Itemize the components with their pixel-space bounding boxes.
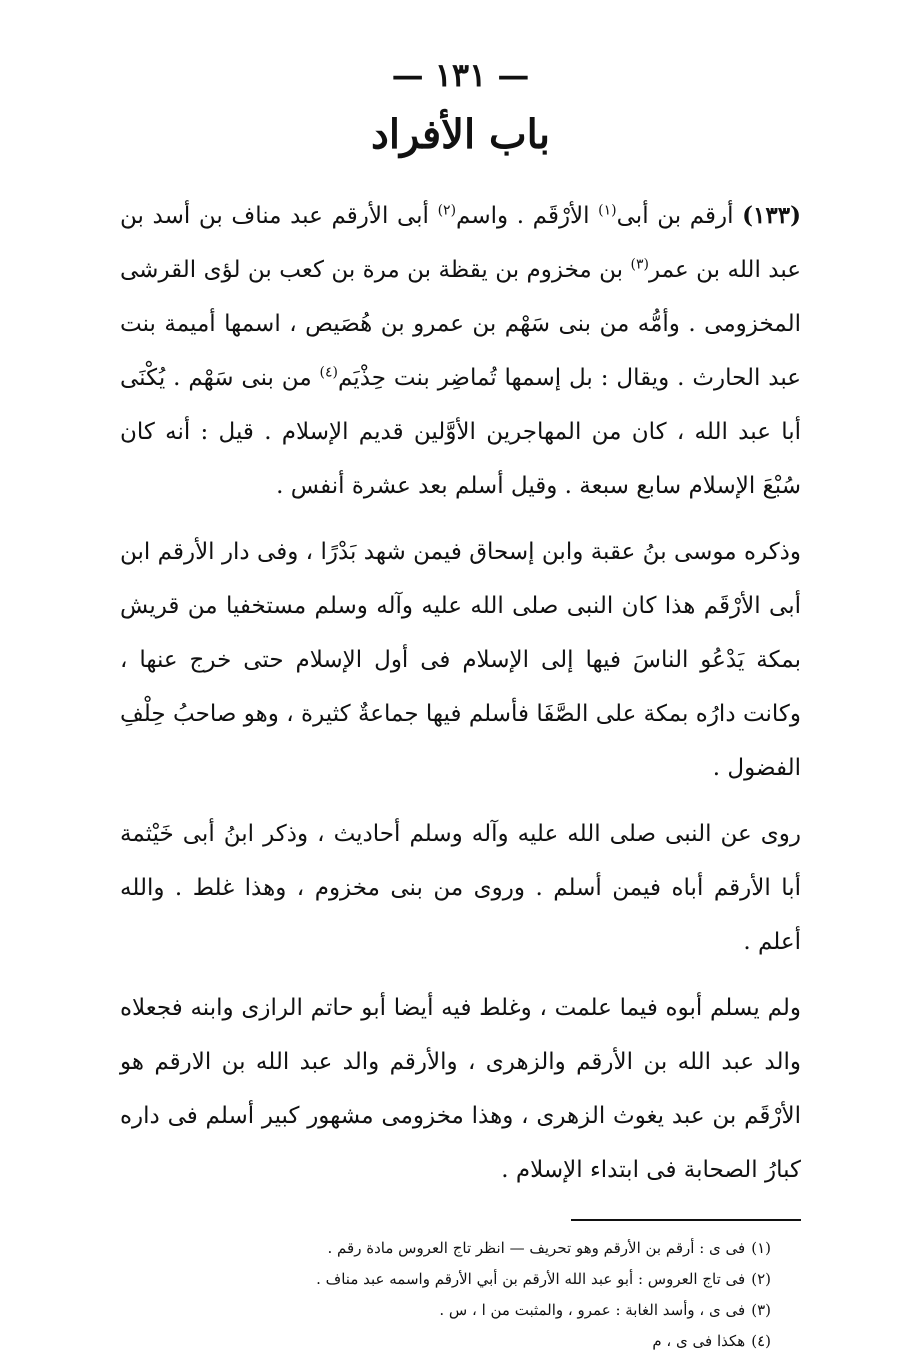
footnote-ref: (٣) bbox=[630, 256, 649, 273]
footnote-text: هكذا فى ى ، م bbox=[652, 1332, 746, 1350]
text-run: بن مخزوم بن يقظة بن مرة بن كعب بن لؤى القرشى المخزومى . وأمُّه من بنى سَهْم بن عمرو بن هُصَيص ، اسمها أميمة بنت عبد الحارث . ويقال : بل إسمها تُماضِر بنت حِذْيَم bbox=[120, 257, 801, 391]
footnote-divider bbox=[571, 1219, 801, 1221]
paragraph bbox=[120, 981, 801, 1197]
document-page bbox=[120, 55, 802, 1350]
text-run: أبى الأرقم عبد مناف بن أسد بن عبد الله بن عمر bbox=[120, 203, 802, 283]
footnote-text: فى ى ، وأسد الغابة : عمرو ، والمثبت من ا ، س . bbox=[439, 1301, 746, 1319]
text-run: روى عن النبى صلى الله عليه وآله وسلم أحاديث ، وذكر ابنُ أبى خَيْثمة أبا الأرقم أباه فيمن أسلم . وروى من بنى مخزوم ، وهذا غلط . والله أعلم . bbox=[120, 821, 801, 955]
entry-number: (١٣٣) bbox=[742, 202, 801, 229]
text-run: من بنى سَهْم . يُكْنَى أبا عبد الله ، كان من المهاجرين الأوَّلين قديم الإسلام . قيل : أنه كان سُبْعَ الإسلام سابع سبعة . وقيل أسلم بعد عشرة أنفس . bbox=[120, 365, 801, 499]
paragraph-entry bbox=[120, 189, 801, 513]
footnote bbox=[120, 1233, 771, 1264]
footnote bbox=[120, 1326, 771, 1357]
footnote-text: فى ى : أرقم بن الأرقم وهو تحريف — انظر تاج العروس مادة رقم . bbox=[327, 1239, 746, 1257]
chapter-title: باب الأفراد bbox=[371, 111, 550, 158]
footnote-ref: (٢) bbox=[437, 202, 457, 219]
footnote-ref: (٤) bbox=[319, 364, 338, 381]
footnote-text: فى تاج العروس : أبو عبد الله الأرقم بن أبي الأرقم واسمه عبد مناف . bbox=[316, 1270, 746, 1288]
footnote bbox=[120, 1264, 771, 1295]
footnote-mark: (٤) bbox=[751, 1332, 771, 1350]
paragraph bbox=[120, 525, 801, 795]
text-run: ولم يسلم أبوه فيما علمت ، وغلط فيه أيضا أبو حاتم الرازى وابنه فجعلاه والد عبد الله بن الأرقم والزهرى ، والأرقم والد عبد الله بن الارقم هو الأرْقَم بن عبد يغوث الزهرى ، وهذا مخزومى مشهور كبير أسلم فى داره كبارُ الصحابة فى ابتداء الإسلام . bbox=[120, 995, 802, 1183]
footnote-mark: (١) bbox=[751, 1239, 771, 1257]
footnote-mark: (٢) bbox=[751, 1270, 771, 1288]
text-run: أرقم بن أبى bbox=[616, 203, 743, 229]
footnotes bbox=[120, 1233, 801, 1357]
page-number: — ١٣١ — bbox=[391, 56, 530, 94]
footnote bbox=[120, 1295, 771, 1326]
body-text bbox=[120, 189, 801, 1197]
text-run: وذكره موسى بنُ عقبة وابن إسحاق فيمن شهد بَدْرًا ، وفى دار الأرقم ابن أبى الأرْقَم هذا كان النبى صلى الله عليه وآله وسلم مستخفيا من قريش بمكة يَدْعُو الناسَ فيها إلى الإسلام فى أول الإسلام حتى خرج عنها ، وكانت دارُه بمكة على الصَّفَا فأسلم فيها جماعةٌ كثيرة ، وهو صاحبُ حِلْفِ الفضول . bbox=[120, 539, 801, 781]
footnote-mark: (٣) bbox=[751, 1301, 771, 1319]
text-run: الأرْقَم . واسم bbox=[456, 203, 599, 229]
paragraph bbox=[120, 807, 801, 969]
footnote-ref: (١) bbox=[598, 202, 617, 219]
